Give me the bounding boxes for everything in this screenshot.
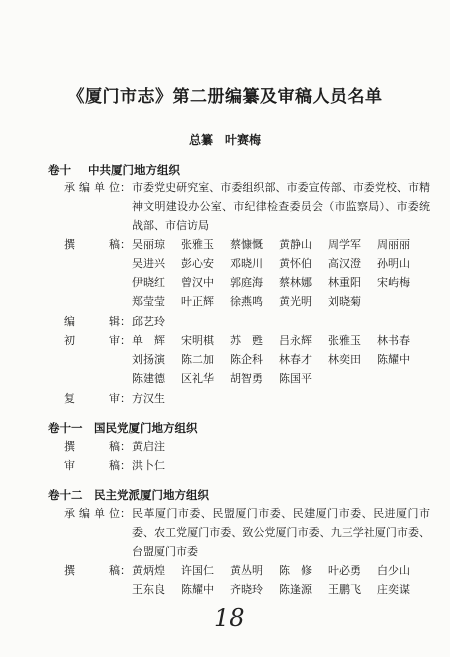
person-name: 齐晓玲 (230, 583, 263, 596)
role-row (64, 178, 430, 235)
person-name: 胡智勇 (230, 372, 263, 385)
person-name: 黄丛明 (230, 564, 263, 577)
person-name: 林奕田 (328, 353, 361, 366)
person-name: 徐燕鸣 (230, 295, 263, 308)
section-title: 民主党派厦门地方组织 (94, 488, 209, 502)
person-name: 苏 甦 (230, 334, 263, 347)
role-label: 审 稿： (64, 459, 131, 472)
section-title: 国民党厦门地方组织 (94, 421, 198, 435)
person-name: 刘晓菊 (328, 295, 361, 308)
person-name: 叶正辉 (181, 295, 214, 308)
person-name: 曾汉中 (181, 276, 214, 289)
person-name: 黄怀伯 (279, 257, 312, 270)
person-name: 陈 修 (279, 564, 312, 577)
person-name: 吴丽琼 (132, 238, 165, 251)
person-name: 张雅玉 (181, 238, 214, 251)
name-list (132, 331, 430, 388)
person-name: 林书春 (377, 334, 410, 347)
role-label: 撰 稿： (64, 440, 131, 453)
role-label: 复 审： (64, 392, 131, 405)
person-name: 宋屿梅 (377, 276, 410, 289)
role-row (64, 456, 430, 475)
person-name: 邓晓川 (230, 257, 263, 270)
page-title: 《厦门市志》第二册编纂及审稿人员名单 (67, 87, 383, 107)
role-row (64, 504, 430, 561)
person-name: 洪卜仁 (132, 459, 165, 472)
name-list (132, 437, 430, 456)
person-name: 刘扬演 (132, 353, 165, 366)
person-name: 叶必勇 (328, 564, 361, 577)
person-name: 张雅玉 (328, 334, 361, 347)
person-name: 陈二加 (181, 353, 214, 366)
page-number: 18 (214, 604, 245, 632)
person-name: 黄光明 (279, 295, 312, 308)
person-name: 陈逢源 (279, 583, 312, 596)
role-row (64, 561, 430, 599)
name-list (132, 235, 430, 311)
person-name: 林重阳 (328, 276, 361, 289)
section-number: 卷十一 (48, 421, 83, 435)
chief-editor-role: 总纂 (188, 133, 213, 147)
chief-editor (0, 131, 450, 148)
person-name: 蔡林娜 (279, 276, 312, 289)
role-row (64, 437, 430, 456)
person-name: 王鹏飞 (328, 583, 361, 596)
role-label: 初 审： (64, 334, 131, 347)
role-label: 撰 稿： (64, 564, 131, 577)
person-name: 吴进兴 (132, 257, 165, 270)
person-name: 区礼华 (181, 372, 214, 385)
person-name: 郑莹莹 (132, 295, 165, 308)
person-name: 邱艺玲 (132, 315, 165, 328)
person-name: 周学军 (328, 238, 361, 251)
section-heading (48, 162, 180, 178)
person-name: 黄炳煌 (132, 564, 165, 577)
person-name: 彭心安 (181, 257, 214, 270)
role-text: 市委党史研究室、市委组织部、市委宣传部、市委党校、市精神文明建设办公室、市纪律检查委员会（市监察局）、市委统战部、市信访局 (132, 181, 430, 232)
role-row (64, 235, 430, 311)
section-number: 卷十二 (48, 488, 83, 502)
role-text: 民革厦门市委、民盟厦门市委、民建厦门市委、民进厦门市委、农工党厦门市委、致公党厦门市委、九三学社厦门市委、台盟厦门市委 (132, 507, 430, 558)
section-number: 卷十 (48, 163, 71, 177)
role-row (64, 331, 430, 388)
role-label: 撰 稿： (64, 238, 131, 251)
name-list (132, 456, 430, 475)
section-heading (48, 487, 209, 503)
person-name: 方汉生 (132, 392, 165, 405)
role-row (64, 389, 430, 408)
person-name: 林春才 (279, 353, 312, 366)
person-name: 庄奕谋 (377, 583, 410, 596)
name-list (132, 561, 430, 599)
person-name: 单 辉 (132, 334, 165, 347)
section-title: 中共厦门地方组织 (88, 163, 180, 177)
person-name: 伊晓红 (132, 276, 165, 289)
person-name: 郭庭海 (230, 276, 263, 289)
chief-editor-name: 叶赛梅 (225, 133, 262, 147)
role-label: 承编单位： (64, 507, 131, 520)
person-name: 陈耀中 (377, 353, 410, 366)
person-name: 高汉澄 (328, 257, 361, 270)
person-name: 宋明棋 (181, 334, 214, 347)
person-name: 黄静山 (279, 238, 312, 251)
role-label: 编 辑： (64, 315, 131, 328)
person-name: 许国仁 (181, 564, 214, 577)
role-row (64, 312, 430, 331)
person-name: 黄启注 (132, 440, 165, 453)
person-name: 陈耀中 (181, 583, 214, 596)
person-name: 周丽丽 (377, 238, 410, 251)
person-name: 吕永辉 (279, 334, 312, 347)
name-list (132, 312, 430, 331)
section-heading (48, 420, 198, 436)
person-name: 陈建德 (132, 372, 165, 385)
person-name: 白少山 (377, 564, 410, 577)
person-name: 陈企科 (230, 353, 263, 366)
role-label: 承编单位： (64, 181, 131, 194)
person-name: 蔡慷慨 (230, 238, 263, 251)
person-name: 孙明山 (377, 257, 410, 270)
name-list (132, 389, 430, 408)
person-name: 王东良 (132, 583, 165, 596)
person-name: 陈国平 (279, 372, 312, 385)
